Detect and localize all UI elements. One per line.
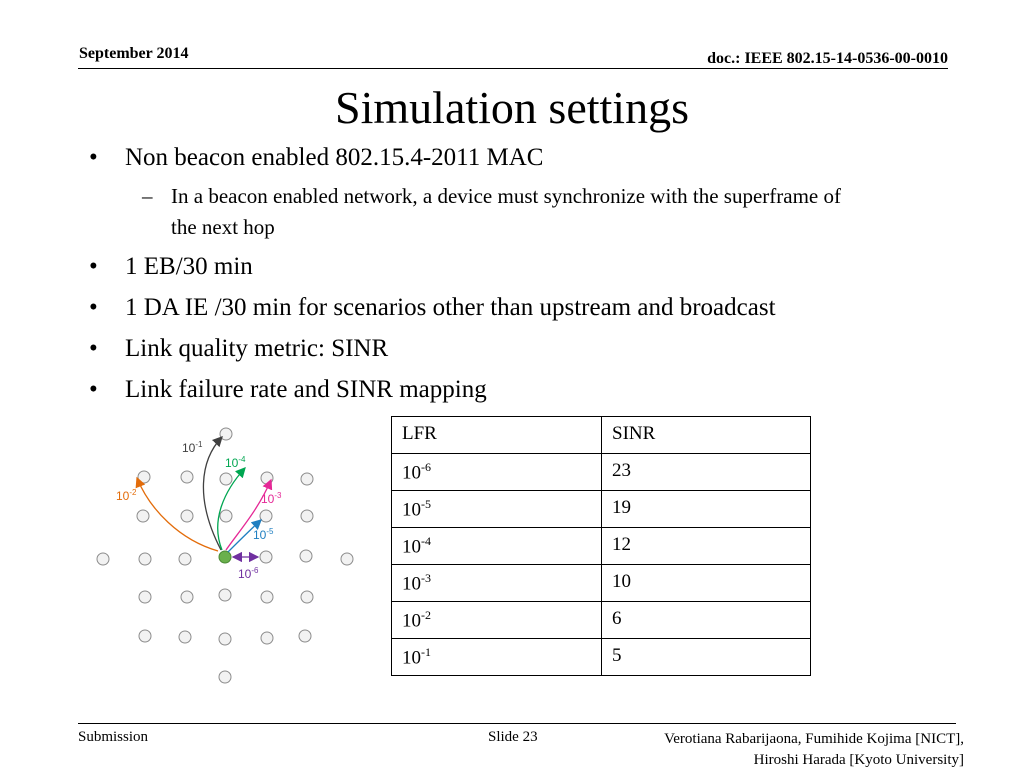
network-node: [181, 591, 193, 603]
lfr-cell: $10^{-1}$: [392, 639, 602, 676]
header-doc-id: doc.: IEEE 802.15-14-0536-00-0010: [707, 50, 948, 67]
lfr-cell: $10^{-3}$: [392, 565, 602, 602]
network-node: [137, 510, 149, 522]
network-node: [219, 589, 231, 601]
source-node: [219, 551, 231, 563]
header-sinr: SINR: [602, 417, 811, 454]
network-node: [261, 632, 273, 644]
bullet-dot-icon: •: [89, 376, 98, 403]
network-node: [261, 472, 273, 484]
link-arrow-1e-1: [203, 437, 222, 550]
network-node: [179, 631, 191, 643]
sinr-cell: 6: [602, 602, 811, 639]
footer-authors-line2: Hiroshi Harada [Kyoto University]: [753, 752, 964, 768]
network-node: [220, 428, 232, 440]
lfr-cell: $10^{-4}$: [392, 528, 602, 565]
link-label-1e-2: $10^{-2}$: [116, 488, 137, 503]
dash-icon: –: [142, 184, 153, 208]
network-node: [300, 550, 312, 562]
network-node: [139, 553, 151, 565]
footer-authors: [664, 729, 964, 771]
sinr-cell: 23: [602, 454, 811, 491]
link-label-1e-6: $10^{-6}$: [238, 566, 259, 581]
lfr-cell: $10^{-5}$: [392, 491, 602, 528]
network-node: [181, 471, 193, 483]
footer-divider: [78, 723, 956, 724]
header-lfr: LFR: [392, 417, 602, 454]
network-node: [220, 510, 232, 522]
lfr-cell: $10^{-2}$: [392, 602, 602, 639]
bullet-dot-icon: •: [89, 335, 98, 362]
network-node: [219, 671, 231, 683]
slide-title: Simulation settings: [335, 82, 689, 133]
link-label-1e-4: $10^{-4}$: [225, 455, 246, 470]
bullet-text: 1 DA IE /30 min for scenarios other than upstream and broadcast: [125, 294, 776, 321]
bullet-text: Non beacon enabled 802.15.4-2011 MAC: [125, 144, 544, 171]
network-node: [220, 473, 232, 485]
link-label-1e-5: $10^{-5}$: [253, 527, 274, 542]
network-node: [138, 471, 150, 483]
link-label-1e-1: $10^{-1}$: [182, 440, 203, 455]
network-node: [301, 473, 313, 485]
sinr-cell: 19: [602, 491, 811, 528]
sinr-cell: 5: [602, 639, 811, 676]
network-node: [97, 553, 109, 565]
footer-authors-line1: Verotiana Rabarijaona, Fumihide Kojima [NICT],: [664, 731, 964, 747]
bullet-text: Link failure rate and SINR mapping: [125, 376, 487, 403]
network-node: [261, 591, 273, 603]
bullet-dot-icon: •: [89, 144, 98, 171]
network-node: [260, 551, 272, 563]
sinr-cell: 10: [602, 565, 811, 602]
network-node: [301, 591, 313, 603]
sub-bullet-text: In a beacon enabled network, a device must synchronize with the superframe of the next hop: [171, 184, 841, 239]
bullet-dot-icon: •: [89, 294, 98, 321]
network-node: [139, 630, 151, 642]
sinr-cell: 12: [602, 528, 811, 565]
header-date: September 2014: [79, 45, 189, 62]
bullet-text: 1 EB/30 min: [125, 253, 253, 280]
network-node: [139, 591, 151, 603]
network-node: [179, 553, 191, 565]
network-node: [219, 633, 231, 645]
footer-slide-number: Slide 23: [488, 729, 538, 745]
network-node: [260, 510, 272, 522]
network-node: [341, 553, 353, 565]
network-node: [299, 630, 311, 642]
bullet-text: Link quality metric: SINR: [125, 335, 389, 362]
link-label-1e-3: $10^{-3}$: [261, 491, 282, 506]
network-node: [301, 510, 313, 522]
footer-submission: Submission: [78, 729, 149, 745]
bullet-dot-icon: •: [89, 253, 98, 280]
lfr-cell: $10^{-6}$: [392, 454, 602, 491]
network-node: [181, 510, 193, 522]
